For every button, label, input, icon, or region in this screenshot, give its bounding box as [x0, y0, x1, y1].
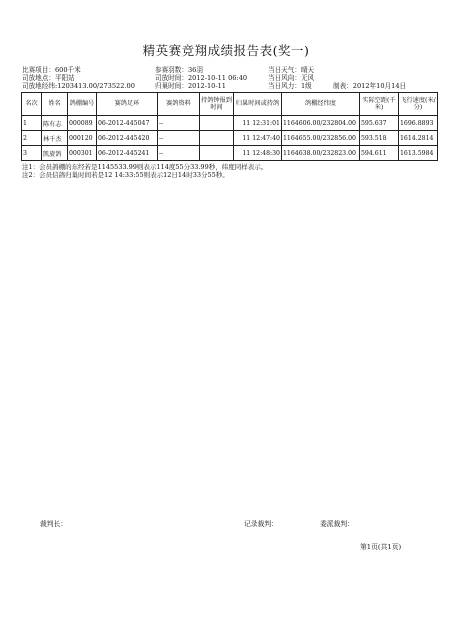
delegate-label: 委派裁判：	[320, 520, 354, 528]
table-row	[22, 146, 438, 161]
table-header-row	[22, 93, 438, 116]
cell-pigeon-info: --	[158, 131, 200, 146]
cell-name: 林千杰	[42, 131, 68, 146]
header-clock-report-time: 持鸽钟报到时间	[200, 93, 234, 116]
cell-loft-coords: 1164638.00/232823.00	[282, 146, 360, 161]
cell-name: 陈有志	[42, 116, 68, 131]
cell-ring: 06-2012-445047	[97, 116, 158, 131]
cell-ring: 06-2012-445241	[97, 146, 158, 161]
referee-label: 裁判长：	[40, 520, 68, 528]
cell-loft-id: 000301	[68, 146, 97, 161]
recorder-label: 记录裁判：	[244, 520, 278, 528]
cell-return-time: 11 12:31:01	[234, 116, 282, 131]
info-wind-force: 当日风力：1级	[268, 82, 312, 90]
cell-pigeon-info: --	[158, 146, 200, 161]
cell-clock-report-time	[200, 131, 234, 146]
cell-ring: 06-2012-445420	[97, 131, 158, 146]
info-prepared-date: 制表：2012年10月14日	[333, 82, 407, 90]
cell-speed: 1696.8893	[399, 116, 438, 131]
table-row	[22, 131, 438, 146]
header-name: 姓名	[42, 93, 68, 116]
header-loft-id: 鸽棚编号	[68, 93, 97, 116]
info-wind-direction: 当日风向：无风	[268, 74, 315, 82]
cell-loft-coords: 1164655.00/232856.00	[282, 131, 360, 146]
header-loft-coords: 鸽棚经纬度	[282, 93, 360, 116]
cell-return-time: 11 12:47:40	[234, 131, 282, 146]
cell-loft-coords: 1164606.00/232804.00	[282, 116, 360, 131]
cell-return-time: 11 12:48:30	[234, 146, 282, 161]
info-entries: 参赛羽数：36羽	[155, 66, 203, 74]
cell-distance: 594.611	[360, 146, 399, 161]
cell-speed: 1614.2814	[399, 131, 438, 146]
info-release-coords: 司放地经纬:1203413.00/273522.00	[22, 82, 135, 90]
header-pigeon-info: 赛鸽资料	[158, 93, 200, 116]
cell-loft-id: 000120	[68, 131, 97, 146]
cell-distance: 593.518	[360, 131, 399, 146]
info-release-site: 司放地点：平阳站	[22, 74, 75, 82]
header-distance: 实际空距(千米)	[360, 93, 399, 116]
cell-speed: 1613.5984	[399, 146, 438, 161]
cell-rank: 1	[22, 116, 42, 131]
report-title: 精英赛竞翔成绩报告表(奖一)	[142, 43, 310, 58]
cell-rank: 2	[22, 131, 42, 146]
header-rank: 名次	[22, 93, 42, 116]
cell-loft-id: 000089	[68, 116, 97, 131]
cell-clock-report-time	[200, 116, 234, 131]
header-ring: 赛鸽足环	[97, 93, 158, 116]
info-release-time: 司放时间：2012-10-11 06:40	[155, 74, 248, 82]
page-number: 第1页(共1页)	[360, 543, 402, 551]
cell-rank: 3	[22, 146, 42, 161]
cell-name: 凯旋鸽	[42, 146, 68, 161]
table-row	[22, 116, 438, 131]
results-table	[21, 92, 438, 161]
cell-clock-report-time	[200, 146, 234, 161]
cell-distance: 595.637	[360, 116, 399, 131]
header-return-time: 归巢时间或持鸽	[234, 93, 282, 116]
info-event: 比赛项目：600千米	[22, 66, 81, 74]
note-2: 注2：会员信鸽归巢时间若是12 14:33:55则表示12日14时33分55秒。	[22, 171, 229, 179]
header-speed: 飞行速度(米/分)	[399, 93, 438, 116]
note-1: 注1：会员鸽棚的东经若是1145533.99则表示114度55分33.99秒，纬度同样表示。	[22, 163, 268, 171]
info-weather: 当日天气：晴天	[268, 66, 315, 74]
cell-pigeon-info: --	[158, 116, 200, 131]
info-return-date: 归巢时间：2012-10-11	[155, 82, 226, 90]
